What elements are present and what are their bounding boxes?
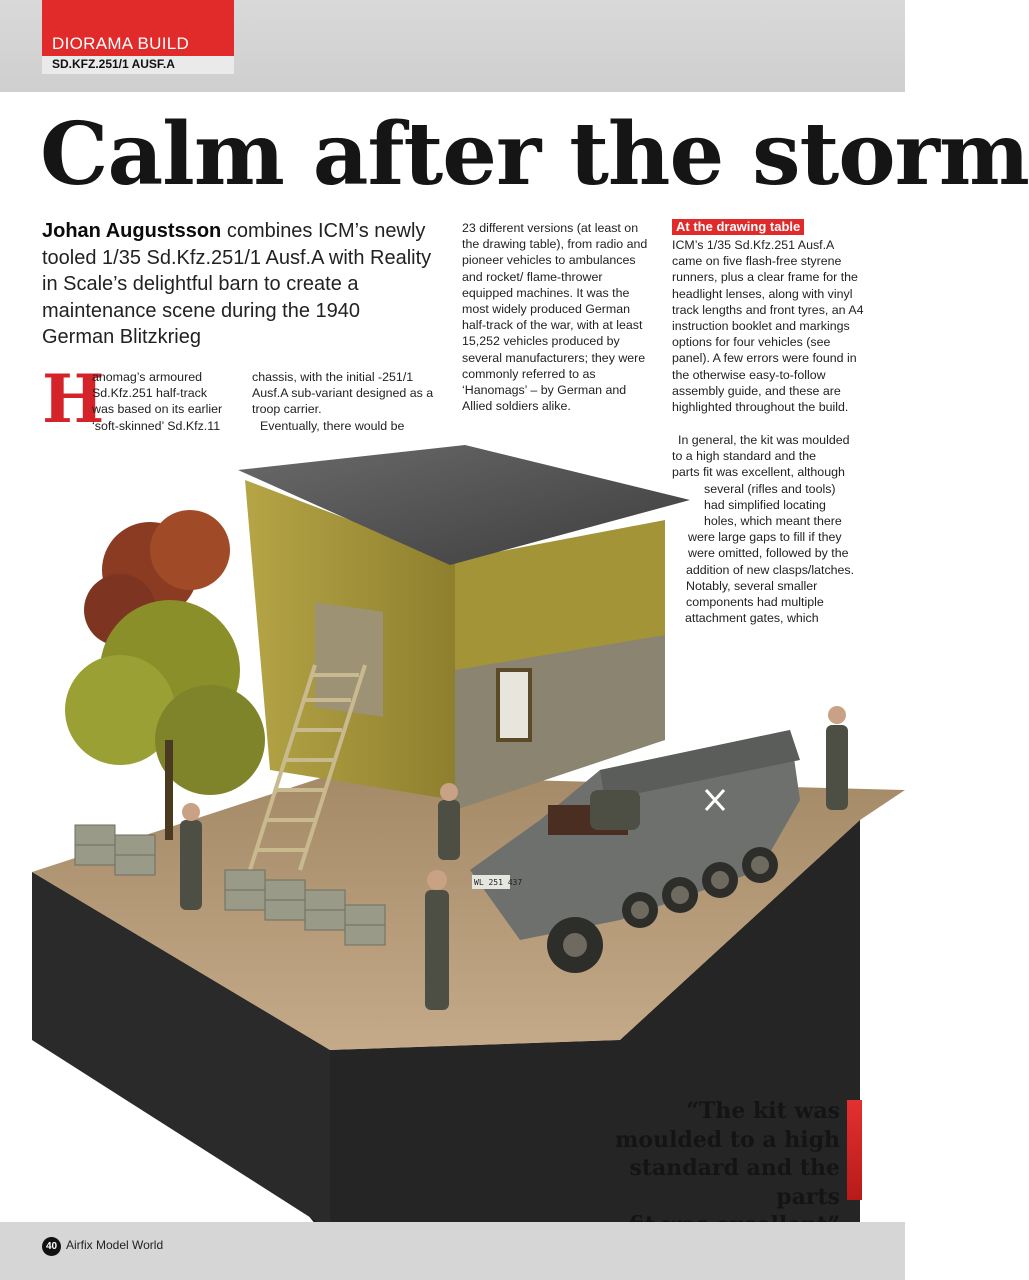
text-line: several (rifles and tools) <box>704 481 836 496</box>
tree-yellow <box>65 600 265 840</box>
drop-cap: H <box>42 360 105 438</box>
text-line: Notably, several smaller <box>686 578 818 593</box>
subsection-label: SD.KFZ.251/1 AUSF.A <box>52 57 175 71</box>
body-paragraph: Eventually, there would be <box>260 418 405 433</box>
subsection-tab <box>42 56 234 74</box>
pull-quote-accent-bar <box>847 1100 862 1200</box>
number-plate: WL 251 437 <box>474 878 523 887</box>
body-paragraph: chassis, with the initial -251/1 Ausf.A sub-variant designed as a troop carrier. <box>252 370 434 417</box>
pull-quote-line: moulded to a high <box>615 1126 840 1153</box>
page-number: 40 <box>42 1237 61 1256</box>
sidebar-heading: At the drawing table <box>672 219 804 235</box>
text-line: were omitted, followed by the <box>688 546 849 561</box>
body-paragraph: anomag’s armoured Sd.Kfz.251 half-track was based on its earlier ‘soft-skinned’ Sd.Kfz.11 <box>92 370 223 433</box>
text-line: addition of new clasps/latches. <box>686 562 855 577</box>
body-column-3 <box>462 220 650 414</box>
body-column-1 <box>92 369 232 434</box>
text-line: had simplified locating <box>704 497 826 512</box>
pull-quote-line: standard and the parts <box>629 1155 840 1210</box>
text-line: In general, the kit was moulded <box>678 433 850 447</box>
magazine-title: Airfix Model World <box>66 1238 164 1252</box>
text-line: components had multiple <box>686 595 824 610</box>
standfirst-text: combines ICM’s newly tooled 1/35 Sd.Kfz.251/1 Ausf.A with Reality in Scale’s delightful barn to create a maintenance scene during the 1940 German Blitzkrieg <box>42 220 432 348</box>
pull-quote <box>560 1097 840 1240</box>
text-line: were large gaps to fill if they <box>688 530 842 545</box>
sidebar-paragraph: ICM’s 1/35 Sd.Kfz.251 Ausf.A came on five flash-free styrene runners, plus a clear frame for the headlight lenses, along with vinyl track lengths and front tyres, an A4 instruction booklet and markings options for four vehicles (see panel). A few errors were found in the otherwise easy-to-follow assembly guide, and these are highlighted throughout the build. <box>672 238 864 415</box>
standfirst <box>42 218 437 351</box>
sidebar-column <box>672 237 864 415</box>
body-column-2 <box>252 369 444 434</box>
section-label: DIORAMA BUILD <box>52 34 190 53</box>
body-paragraph: 23 different versions (at least on the drawing table), from radio and pioneer vehicles to ambulances and rocket/ flame-thrower equipped machines. It was the most widely produced German half-track of the war, with at least 15,252 vehicles produced by several manufacturers; they were commonly referred to as ‘Hanomags’ – by German and Allied soldiers alike. <box>462 221 648 414</box>
text-line: holes, which meant there <box>704 514 842 529</box>
barn-window <box>498 670 530 740</box>
text-line: attachment gates, which <box>685 611 819 626</box>
article-headline: Calm after the storm <box>40 104 1029 205</box>
section-tab <box>42 0 234 56</box>
author-name: Johan Augustsson <box>42 220 222 242</box>
text-line: parts fit was excellent, although <box>672 465 845 480</box>
text-line: to a high standard and the <box>672 449 816 464</box>
pull-quote-line: “The kit was <box>686 1098 840 1124</box>
